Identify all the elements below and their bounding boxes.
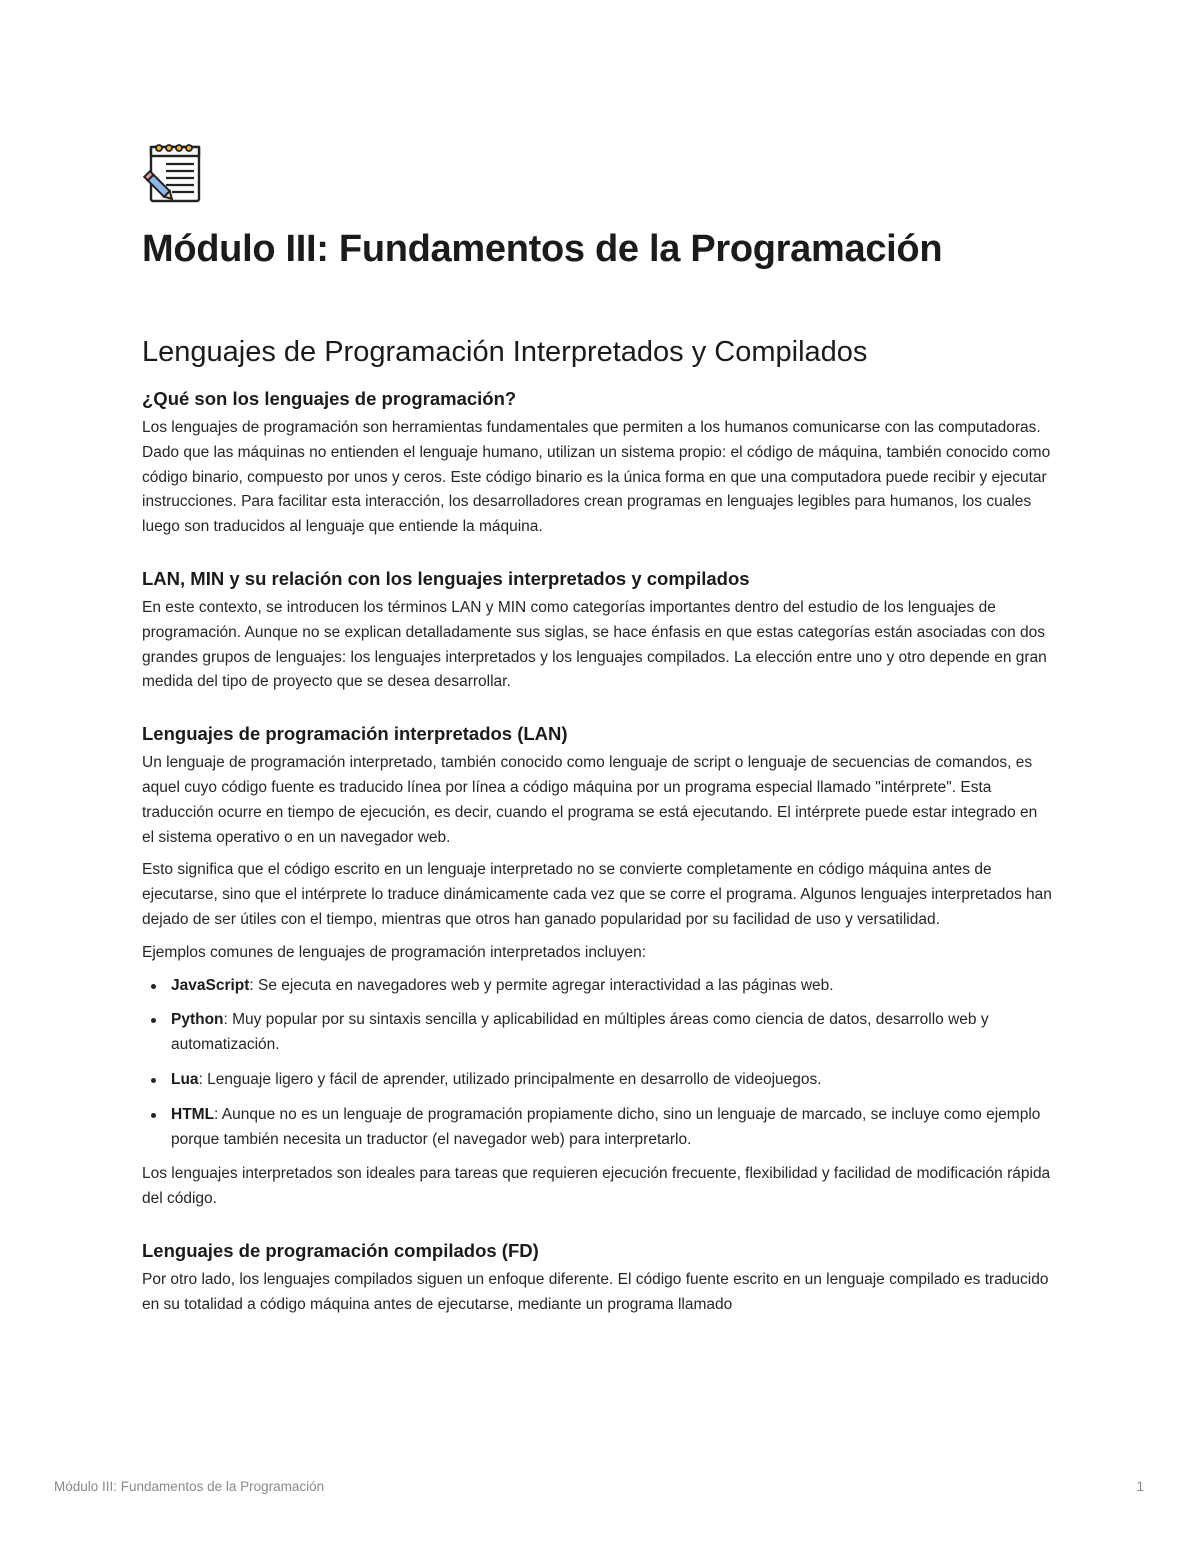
- interpreted-languages-list: [142, 974, 1052, 1153]
- memo-notepad-icon: [142, 140, 206, 206]
- footer-page-number: 1: [1136, 1479, 1144, 1494]
- paragraph: Esto significa que el código escrito en un lenguaje interpretado no se convierte completamente en código máquina antes de ejecutarse, sino que el intérprete lo traduce dinámicamente cada vez que se corre el programa. Algunos lenguajes interpretados han dejado de ser útiles con el tiempo, mientras que otros han ganado popularidad por su facilidad de uso y versatilidad.: [142, 861, 1052, 928]
- page-content: [142, 140, 1052, 1326]
- subsection-heading-interpreted: Lenguajes de programación interpretados (LAN): [142, 723, 568, 745]
- bullet-icon: [151, 1018, 156, 1023]
- list-item-term: HTML: [171, 1105, 215, 1123]
- list-item-term: JavaScript: [171, 976, 250, 994]
- page-title: Módulo III: Fundamentos de la Programación: [142, 228, 943, 270]
- list-item: [142, 974, 1052, 999]
- list-item: [142, 1068, 1052, 1093]
- subsection-heading-lan-min: LAN, MIN y su relación con los lenguajes interpretados y compilados: [142, 567, 750, 589]
- list-item-term: Python: [171, 1011, 224, 1029]
- list-item-text: : Muy popular por su sintaxis sencilla y aplicabilidad en múltiples áreas como ciencia de datos, desarrollo web y automatización.: [171, 1011, 989, 1054]
- paragraph: Por otro lado, los lenguajes compilados siguen un enfoque diferente. El código fuente escrito en un lenguaje compilado es traducido en su totalidad a código máquina antes de ejecutarse, mediante un programa llamado: [142, 1270, 1049, 1313]
- bullet-icon: [151, 1113, 156, 1118]
- list-item-term: Lua: [171, 1070, 199, 1088]
- list-item: [142, 1103, 1052, 1153]
- paragraph: Los lenguajes de programación son herramientas fundamentales que permiten a los humanos comunicarse con las computadoras. Dado que las máquinas no entienden el lenguaje humano, utilizan un sistema propio: el código de máquina, también conocido como código binario, compuesto por unos y ceros. Este código binario es la única forma en que una computadora puede recibir y ejecutar instrucciones. Para facilitar esta interacción, los desarrolladores crean programas en lenguajes legibles para humanos, los cuales luego son traducidos al lenguaje que entiende la máquina.: [142, 419, 1051, 536]
- paragraph: En este contexto, se introducen los términos LAN y MIN como categorías importantes dentro del estudio de los lenguajes de programación. Aunque no se explican detalladamente sus siglas, se hace énfasis en que estas categorías están asociadas con dos grandes grupos de lenguajes: los lenguajes interpretados y los lenguajes compilados. La elección entre uno y otro depende en gran medida del tipo de proyecto que se desea desarrollar.: [142, 598, 1047, 691]
- paragraph: Ejemplos comunes de lenguajes de programación interpretados incluyen:: [142, 943, 647, 961]
- subsection-heading-what-are-languages: ¿Qué son los lenguajes de programación?: [142, 388, 517, 409]
- list-item-text: : Lenguaje ligero y fácil de aprender, utilizado principalmente en desarrollo de videojuegos.: [198, 1070, 822, 1088]
- section-heading: Lenguajes de Programación Interpretados y Compilados: [142, 336, 868, 368]
- list-item: [142, 1008, 1052, 1058]
- list-item-text: : Aunque no es un lenguaje de programación propiamente dicho, sino un lenguaje de marcado, se incluye como ejemplo porque también necesita un traductor (el navegador web) para interpretarlo.: [171, 1105, 1041, 1148]
- bullet-icon: [151, 1078, 156, 1083]
- paragraph: Un lenguaje de programación interpretado, también conocido como lenguaje de script o lenguaje de secuencias de comandos, es aquel cuyo código fuente es traducido línea por línea a código máquina por un programa especial llamado "intérprete". Esta traducción ocurre en tiempo de ejecución, es decir, cuando el programa se está ejecutando. El intérprete puede estar integrado en el sistema operativo o en un navegador web.: [142, 754, 1038, 846]
- subsection-heading-compiled: Lenguajes de programación compilados (FD): [142, 1239, 539, 1261]
- paragraph: Los lenguajes interpretados son ideales para tareas que requieren ejecución frecuente, flexibilidad y facilidad de modificación rápida del código.: [142, 1165, 1051, 1208]
- bullet-icon: [151, 984, 156, 989]
- list-item-text: : Se ejecuta en navegadores web y permite agregar interactividad a las páginas web.: [249, 976, 834, 994]
- footer-title: Módulo III: Fundamentos de la Programación: [54, 1479, 325, 1494]
